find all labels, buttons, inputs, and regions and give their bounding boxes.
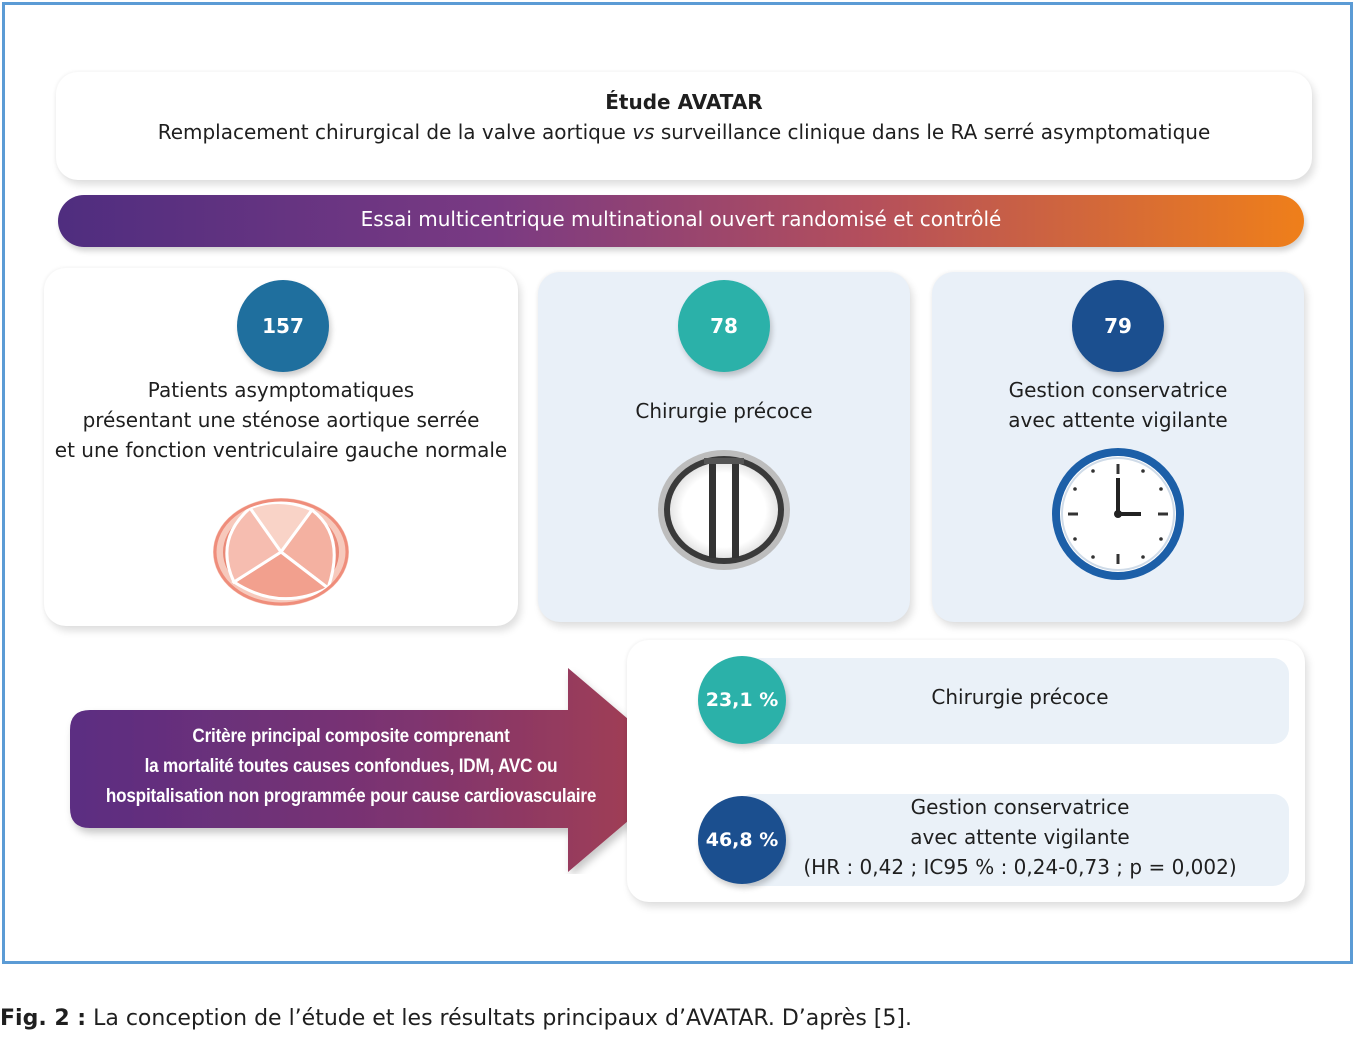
- figure-caption: [0, 1006, 912, 1031]
- patients-line-2: présentant une sténose aortique serrée: [82, 408, 480, 432]
- result-early-line-1: Chirurgie précoce: [931, 685, 1109, 709]
- caption-label: Fig. 2 :: [0, 1006, 87, 1031]
- title-card: [56, 72, 1312, 180]
- study-subtitle: [56, 120, 1312, 144]
- early-surgery-panel: [538, 272, 910, 622]
- conservative-line-1: Gestion conservatrice: [1008, 378, 1228, 402]
- mechanical-valve-icon: [654, 446, 794, 574]
- result-conservative-stats: (HR : 0,42 ; IC95 % : 0,24-0,73 ; p = 0,002): [803, 855, 1237, 879]
- patients-count-badge: 157: [237, 280, 329, 372]
- result-conservative-line-2: avec attente vigilante: [910, 825, 1130, 849]
- result-conservative-line-1: Gestion conservatrice: [910, 795, 1130, 819]
- patients-panel: [44, 268, 518, 626]
- endpoint-line-1: Critère principal composite comprenant: [192, 726, 510, 747]
- caption-text: La conception de l’étude et les résultats principaux d’AVATAR. D’après [5].: [93, 1006, 912, 1031]
- subtitle-vs: vs: [632, 120, 655, 144]
- subtitle-part-1: Remplacement chirurgical de la valve aortique: [157, 120, 633, 144]
- conservative-percent-badge: 46,8 %: [698, 796, 786, 884]
- primary-endpoint-text: [96, 722, 605, 812]
- subtitle-part-2: surveillance clinique dans le RA serré asymptomatique: [654, 120, 1211, 144]
- result-conservative-label: [737, 792, 1303, 882]
- clock-icon: [1048, 444, 1188, 584]
- early-surgery-description: [538, 396, 910, 426]
- conservative-line-2: avec attente vigilante: [1008, 408, 1228, 432]
- conservative-description: [932, 375, 1304, 435]
- patients-line-1: Patients asymptomatiques: [147, 378, 415, 402]
- patients-description: [44, 375, 518, 465]
- aortic-valve-icon: [210, 496, 352, 608]
- conservative-count-badge: 79: [1072, 280, 1164, 372]
- result-early-label: [737, 682, 1303, 712]
- trial-design-banner: Essai multicentrique multinational ouvert randomisé et contrôlé: [58, 195, 1304, 247]
- study-title: Étude AVATAR: [605, 90, 763, 114]
- endpoint-line-2: la mortalité toutes causes confondues, IDM, AVC ou: [144, 756, 558, 777]
- patients-line-3: et une fonction ventriculaire gauche normale: [54, 438, 508, 462]
- early-surgery-count-badge: 78: [678, 280, 770, 372]
- early-surgery-label: Chirurgie précoce: [635, 399, 813, 423]
- conservative-panel: [932, 272, 1304, 622]
- early-surgery-percent-badge: 23,1 %: [698, 656, 786, 744]
- endpoint-line-3: hospitalisation non programmée pour cause cardiovasculaire: [105, 786, 597, 807]
